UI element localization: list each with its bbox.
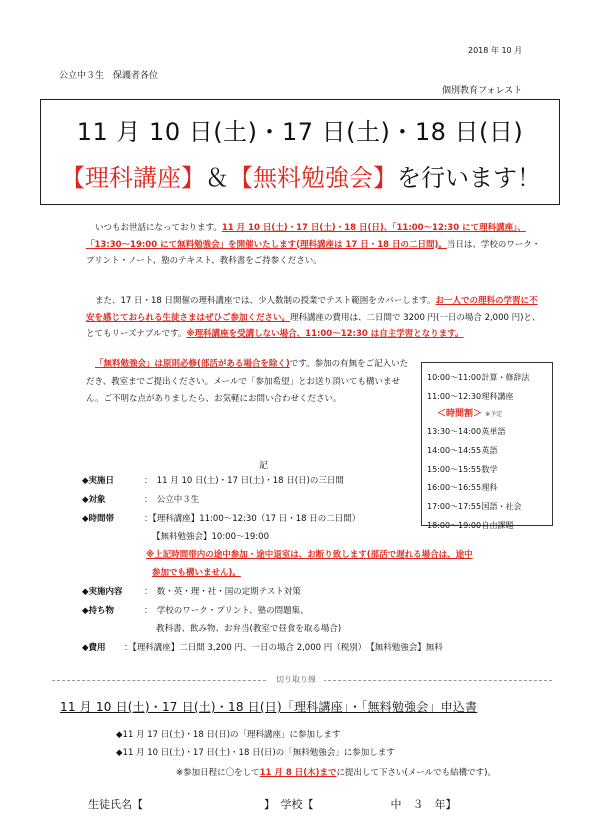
- timetable-row: 18:00～19:00 自由課題: [427, 520, 514, 530]
- student-name-school-field[interactable]: 生徒氏名【 】 学校【 中 ３ 年】: [88, 798, 457, 811]
- science-paragraph: [86, 293, 546, 343]
- detail-items: ◆持ち物 ： 学校のワーク・プリント、塾の問題集、: [82, 606, 309, 616]
- detail-time-note: ※上記時間帯内の途中参加・途中退室は、お断り致します(部活で遅れる場合は、途中: [146, 550, 473, 560]
- detail-time-study: 【無料勉強会】10:00～19:00: [152, 532, 269, 542]
- timetable-note: ※予定: [485, 411, 503, 419]
- intro-text: いつもお世話になっております。: [95, 223, 222, 233]
- intro-highlight: 11 月 10 日(土)・17 日(土)・18 日(日)、「11:00～12:30 にて理科講座」、「13:30～19:00 にて無料勉強会」を開催いたします(理科講座は 17 日・18 日の二日間)。: [86, 223, 526, 250]
- issue-date: 2018 年 10 月: [468, 46, 523, 55]
- timetable-row: 17:00～17:55 国語・社会: [427, 502, 522, 512]
- timetable-row: 14:00～14:55 英語: [427, 446, 498, 456]
- organization-name: 個別教育フォレスト: [442, 86, 523, 96]
- notation-mark: 記: [259, 461, 269, 471]
- study-session-text: です。参加の有無をご記入いただき、教室までご提出ください。メールで「参加希望」とお送り頂いても構いません。ご不明な点がありましたら、お気軽にお問い合わせください。: [86, 359, 409, 404]
- timetable-row: 13:30～14:00 英単語: [427, 427, 506, 437]
- ampersand: ＆: [205, 164, 229, 192]
- science-highlight: お一人での理科の学習に不安を感じておられる生徒さまはぜひご参加ください。: [86, 296, 538, 323]
- timetable-header: ＜時間割＞ ※予定: [437, 409, 503, 420]
- submission-note: ※参加日程に〇をして11 月 8 日(木)までに提出して下さい(メールでも結構です)。: [176, 768, 496, 778]
- timetable-box: [421, 362, 553, 530]
- science-course-label: 【理科講座】: [61, 164, 205, 192]
- recipient: 公立中３生 保護者各位: [59, 71, 159, 81]
- detail-content: ◆実施内容 ： 数・英・理・社・国の定期テスト対策: [82, 587, 301, 597]
- timetable-row: 15:00～15:55 数学: [427, 464, 498, 474]
- mandatory-note: 「無料勉強会」は原則必修(部活がある場合を除く): [95, 359, 290, 369]
- detail-dates: ◆実施日 ： 11 月 10 日(土)・17 日(土)・18 日(日)の三日間: [82, 476, 344, 486]
- timetable-row: 10:00～11:00 計算・修辞法: [427, 373, 530, 382]
- timetable-row: 16:00～16:55 理科: [427, 483, 498, 493]
- detail-time-note-2: 参加でも構いません)。: [152, 568, 241, 578]
- application-form-title: 11 月 10 日(土)・17 日(土)・18 日(日)「理科講座」・「無料勉強会」申込書: [60, 700, 478, 714]
- title-box: [40, 99, 560, 205]
- self-study-note: ※理科講座を受講しない場合、11:00～12:30 は自主学習となります。: [186, 329, 464, 339]
- science-intro: また、17 日・18 日開催の理科講座では、少人数制の授業でテスト範囲をカバーします。: [95, 296, 436, 306]
- event-dates-heading: 11 月 10 日(土)・17 日(土)・18 日(日): [76, 118, 524, 146]
- deadline: 11 月 8 日(木)まで: [259, 768, 337, 778]
- study-session-paragraph: [86, 356, 416, 409]
- free-study-label: 【無料勉強会】: [229, 164, 397, 192]
- option-science-course[interactable]: ◆11 月 17 日(土)・18 日(日)の「理科講座」に参加します: [116, 730, 341, 740]
- detail-target: ◆対象 ： 公立中３生: [82, 495, 200, 505]
- cut-line-label: 切り取り線: [268, 674, 324, 685]
- detail-items-2: 教科書、飲み物、お弁当(教室で昼食を取る場合): [156, 624, 342, 634]
- intro-paragraph: [86, 220, 546, 270]
- option-free-study[interactable]: ◆11 月 10 日(土)・17 日(土)・18 日(日)の「無料勉強会」に参加します: [116, 748, 395, 758]
- intro-rest: 当日は、学校のワーク・プリント・ノート、塾のテキスト、教科書をご持参ください。: [86, 239, 541, 266]
- science-fee-text: 理科講座の費用は、二日間で 3200 円(一日の場合 2,000 円)と、とてもリーズナブルです。: [86, 312, 541, 339]
- timetable-row: 11:00～12:30 理科講座: [427, 391, 514, 401]
- event-title: [61, 158, 541, 193]
- detail-time: ◆時間帯 ：【理科講座】11:00～12:30（17 日・18 日の二日間）: [82, 514, 361, 524]
- detail-fee: ◆費用 ：【理科講座】二日間 3,200 円、一日の場合 2,000 円（税別） 【無料勉強会】無料: [82, 643, 443, 653]
- title-suffix: を行います！: [397, 164, 541, 192]
